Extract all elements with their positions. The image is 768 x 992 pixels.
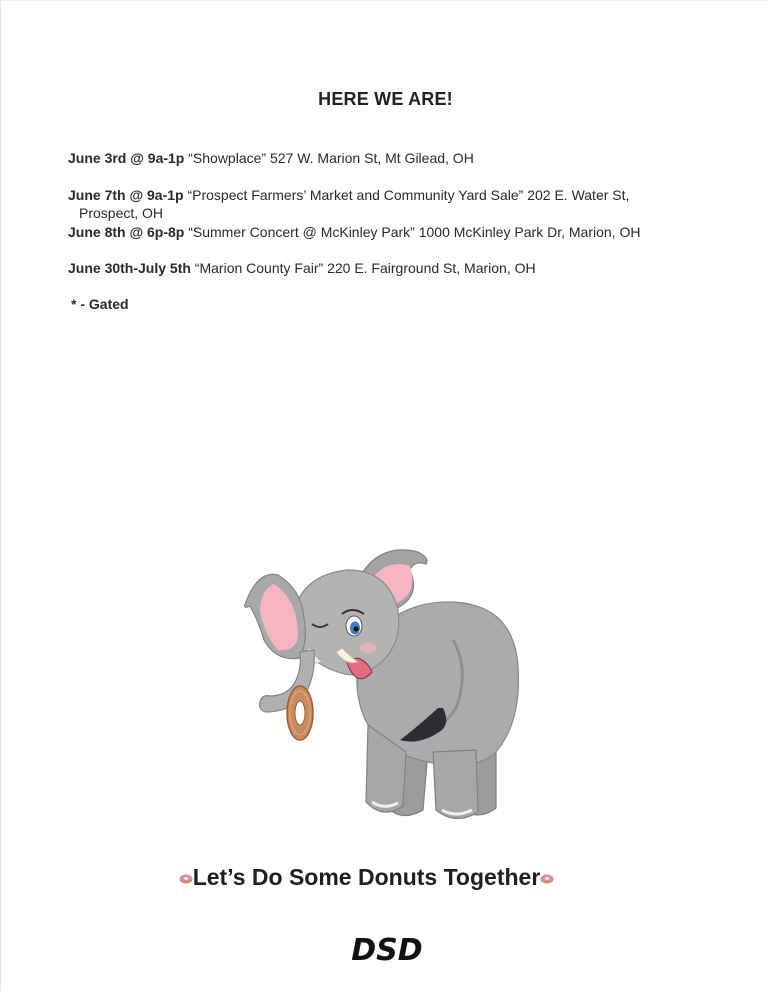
event-details: “Marion County Fair” 220 E. Fairground St, Marion, OH <box>190 260 536 276</box>
donut-icon <box>179 874 193 884</box>
logo-text: DSD <box>351 933 423 966</box>
tagline <box>0 864 733 891</box>
event-item <box>68 223 640 241</box>
event-date: June 8th @ 6p-8p <box>68 224 185 240</box>
donut-icon <box>540 874 554 884</box>
event-date: June 7th @ 9a-1p <box>68 187 184 203</box>
dsd-logo <box>348 932 426 966</box>
tagline-text: Let’s Do Some Donuts Together <box>192 864 541 890</box>
event-date: June 3rd @ 9a-1p <box>68 150 185 166</box>
event-details: “Showplace” 527 W. Marion St, Mt Gilead, OH <box>184 150 474 166</box>
page-title: HERE WE ARE! <box>318 89 453 109</box>
gated-note: * - Gated <box>71 296 129 312</box>
event-details-continued: Prospect, OH <box>79 205 164 221</box>
event-date: June 30th-July 5th <box>68 260 191 276</box>
event-item <box>68 149 474 167</box>
elephant-eating-donut-illustration <box>238 540 528 830</box>
event-item <box>68 259 536 277</box>
event-details: “Prospect Farmers’ Market and Community Yard Sale” 202 E. Water St, <box>183 187 630 203</box>
event-details: “Summer Concert @ McKinley Park” 1000 McKinley Park Dr, Marion, OH <box>184 224 641 240</box>
event-item <box>68 186 629 222</box>
